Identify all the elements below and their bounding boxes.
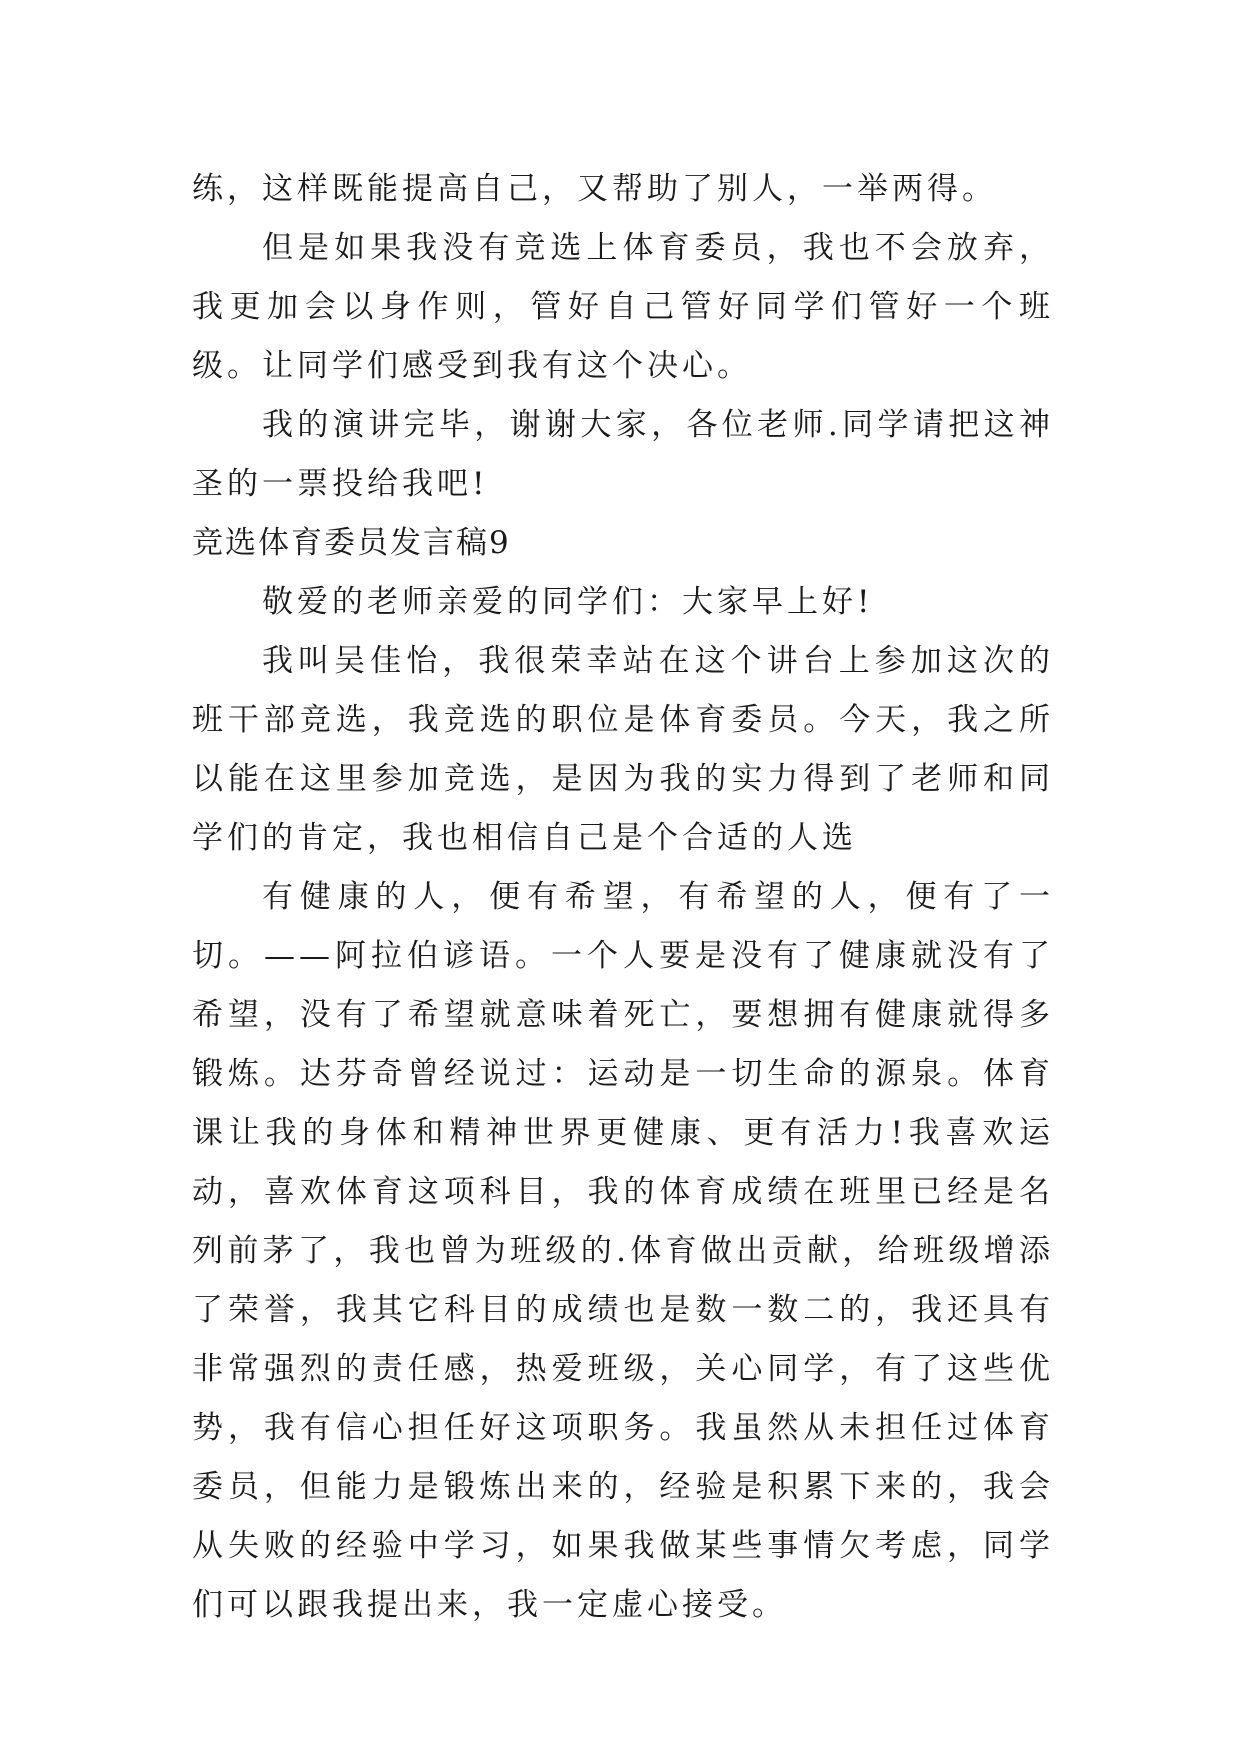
document-body xyxy=(192,160,1054,1635)
paragraph-commitment: 但是如果我没有竞选上体育委员，我也不会放弃，我更加会以身作则，管好自己管好同学们管好一个班级。让同学们感受到我有这个决心。 xyxy=(192,230,1054,384)
paragraph-continuation: 练，这样既能提高自己，又帮助了别人，一举两得。 xyxy=(192,171,997,207)
paragraph-greeting: 敬爱的老师亲爱的同学们：大家早上好! xyxy=(262,584,874,620)
paragraph-closing: 我的演讲完毕，谢谢大家，各位老师.同学请把这神圣的一票投给我吧! xyxy=(192,407,1054,502)
section-heading: 竞选体育委员发言稿9 xyxy=(192,525,511,561)
paragraph-introduction: 我叫吴佳怡，我很荣幸站在这个讲台上参加这次的班干部竞选，我竞选的职位是体育委员。今天，我之所以能在这里参加竞选，是因为我的实力得到了老师和同学们的肯定，我也相信自己是个合适的人选 xyxy=(192,643,1054,856)
paragraph-main-body: 有健康的人，便有希望，有希望的人，便有了一切。——阿拉伯谚语。一个人要是没有了健康就没有了希望，没有了希望就意味着死亡，要想拥有健康就得多锻炼。达芬奇曾经说过：运动是一切生命的源泉。体育课让我的身体和精神世界更健康、更有活力!我喜欢运动，喜欢体育这项科目，我的体育成绩在班里已经是名列前茅了，我也曾为班级的.体育做出贡献，给班级增添了荣誉，我其它科目的成绩也是数一数二的，我还具有非常强烈的责任感，热爱班级，关心同学，有了这些优势，我有信心担任好这项职务。我虽然从未担任过体育委员，但能力是锻炼出来的，经验是积累下来的，我会从失败的经验中学习，如果我做某些事情欠考虑，同学们可以跟我提出来，我一定虚心接受。 xyxy=(192,879,1054,1623)
